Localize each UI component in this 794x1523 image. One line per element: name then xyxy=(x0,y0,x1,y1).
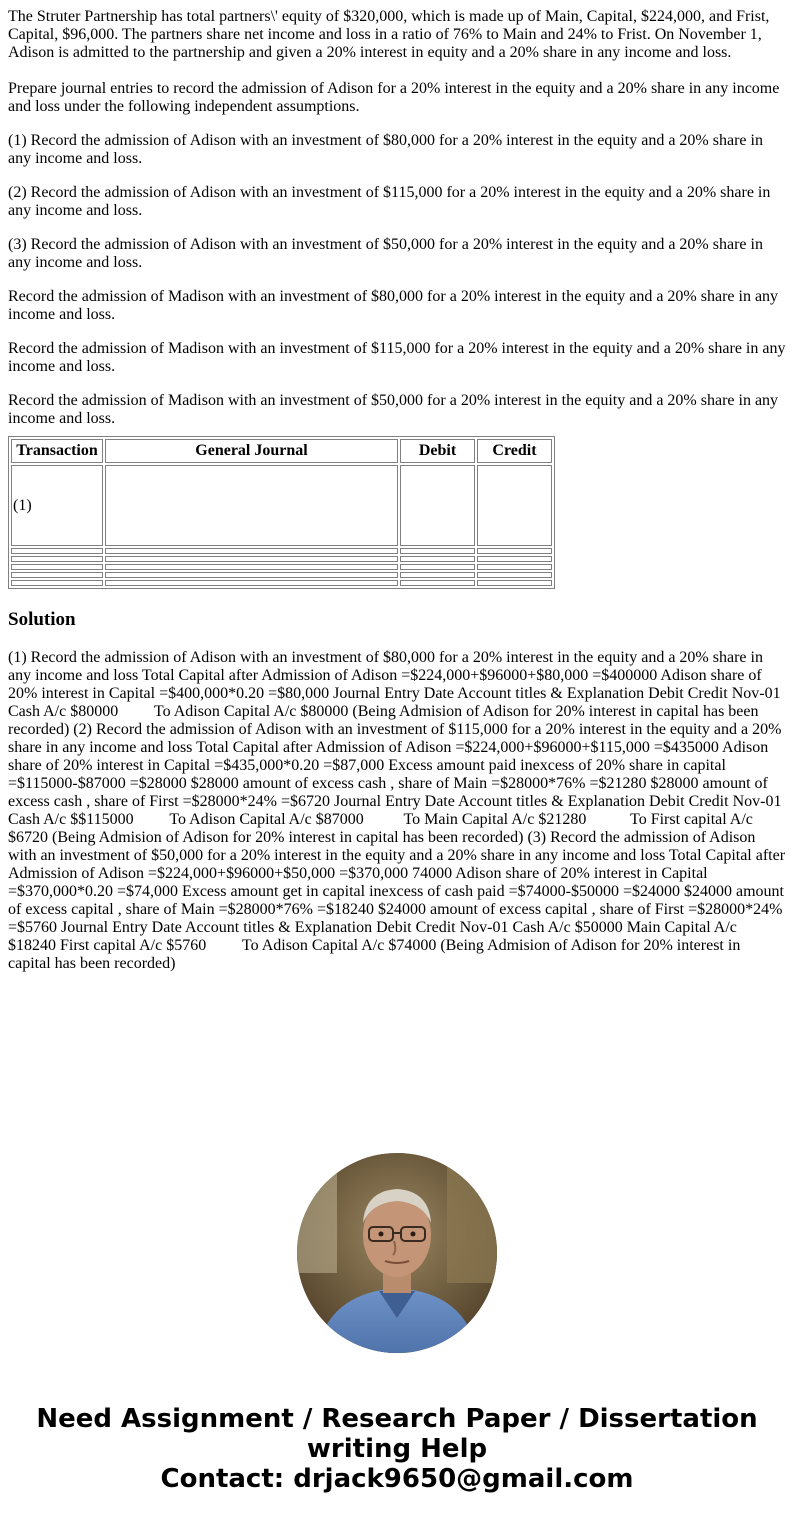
assumption-3: (3) Record the admission of Adison with an investment of $50,000 for a 20% interest in the equity and a 20% share in any income and loss. xyxy=(8,236,763,271)
empty-cell xyxy=(105,564,398,570)
header-transaction: Transaction xyxy=(11,439,103,463)
empty-cell xyxy=(11,548,103,554)
madison-1: Record the admission of Madison with an investment of $80,000 for a 20% interest in the equity and a 20% share in any income and loss. xyxy=(8,288,779,323)
header-credit: Credit xyxy=(477,439,552,463)
empty-cell xyxy=(11,572,103,578)
empty-cell xyxy=(400,580,475,586)
solution-text: (1) Record the admission of Adison with an investment of $80,000 for a 20% interest in the equity and a 20% share in any income and loss Total Capital after Admission of Adison =$224,000+$96000+$80,000 =$400000 Adison share of 20% interest in Capital =$400,000*0.20 =$80,000 Journal Entry Date Account titles & Explanation Debit Credit Nov-01 Cash A/c $80000 To Adison Capital A/c $80000 (Being Admision of Adison for 20% interest in capital has been recorded) (2) Record the admission of Adison with an investment of $115,000 for a 20% interest in the equity and a 20% share in any income and loss Total Capital after Admission of Adison =$224,000+$96000+$115,000 =$435000 Adison share of 20% interest in Capital =$435,000*0.20 =$87,000 Excess amount paid inexcess of 20% share in capital =$115000-$87000 =$28000 $28000 amount of excess cash , share of Main =$28000*76% =$21280 $28000 amount of excess cash , share of First =$28000*24% =$6720 Journal Entry Date Account titles & Explanation Debit Credit Nov-01 Cash A/c $$115000 To Adison Capital A/c $87000 To Main Capital A/c $21280 To First capital A/c $6720 (Being Admision of Adison for 20% interest in capital has been recorded) (3) Record the admission of Adison with an investment of $50,000 for a 20% interest in the equity and a 20% share in any income and loss Total Capital after Admission of Adison =$224,000+$96000+$50,000 =$370,000 74000 Adison share of 20% interest in Capital =$370,000*0.20 =$74,000 Excess amount get in capital inexcess of cash paid =$74000-$50000 =$24000 $24000 amount of excess capital , share of Main =$28000*76% =$18240 $24000 amount of excess capital , share of First =$28000*24% =$5760 Journal Entry Date Account titles & Explanation Debit Credit Nov-01 Cash A/c $50000 Main Capital A/c $18240 First capital A/c $5760 To Adison Capital A/c $74000 (Being Admision of Adison for 20% interest in capital has been recorded) xyxy=(8,649,789,972)
debit-cell xyxy=(400,465,475,546)
footer-line-2: writing Help xyxy=(306,1434,488,1464)
header-general-journal: General Journal xyxy=(105,439,398,463)
empty-cell xyxy=(400,564,475,570)
solution-heading: Solution xyxy=(8,609,76,630)
table-row xyxy=(11,556,552,562)
madison-3: Record the admission of Madison with an investment of $50,000 for a 20% interest in the equity and a 20% share in any income and loss. xyxy=(8,392,779,427)
transaction-cell: (1) xyxy=(11,465,103,546)
question-intro: The Struter Partnership has total partners\' equity of $320,000, which is made up of Main, Capital, $224,000, and Frist, Capital, $96,000. The partners share net income and loss in a ratio of 76% to Main and 24% to Frist. On November 1, Adison is admitted to the partnership and given a 20% interest in equity and a 20% share in any income and loss. xyxy=(8,8,770,61)
person-photo-icon xyxy=(297,1153,497,1353)
journal-table xyxy=(8,436,555,589)
table-row xyxy=(11,572,552,578)
empty-cell xyxy=(477,564,552,570)
empty-cell xyxy=(477,572,552,578)
empty-cell xyxy=(105,572,398,578)
empty-cell xyxy=(11,580,103,586)
footer-line-1: Need Assignment / Research Paper / Dissertation xyxy=(36,1404,758,1434)
journal-header-row xyxy=(11,439,552,463)
footer-banner xyxy=(0,1404,794,1494)
empty-cell xyxy=(400,556,475,562)
author-avatar xyxy=(297,1153,497,1353)
table-row xyxy=(11,465,552,546)
empty-cell xyxy=(477,580,552,586)
credit-cell xyxy=(477,465,552,546)
empty-cell xyxy=(11,564,103,570)
empty-cell xyxy=(400,572,475,578)
empty-cell xyxy=(11,556,103,562)
table-row xyxy=(11,564,552,570)
assumption-1: (1) Record the admission of Adison with an investment of $80,000 for a 20% interest in the equity and a 20% share in any income and loss. xyxy=(8,132,763,167)
empty-cell xyxy=(105,548,398,554)
journal-cell xyxy=(105,465,398,546)
madison-2: Record the admission of Madison with an investment of $115,000 for a 20% interest in the equity and a 20% share in any income and loss. xyxy=(8,340,786,375)
empty-cell xyxy=(477,556,552,562)
empty-cell xyxy=(105,580,398,586)
empty-cell xyxy=(400,548,475,554)
table-row xyxy=(11,548,552,554)
empty-cell xyxy=(105,556,398,562)
empty-cell xyxy=(477,548,552,554)
assumption-2: (2) Record the admission of Adison with an investment of $115,000 for a 20% interest in the equity and a 20% share in any income and loss. xyxy=(8,184,771,219)
table-row xyxy=(11,580,552,586)
footer-contact: Contact: drjack9650@gmail.com xyxy=(160,1464,634,1494)
header-debit: Debit xyxy=(400,439,475,463)
question-prepare: Prepare journal entries to record the admission of Adison for a 20% interest in the equity and a 20% share in any income and loss under the following independent assumptions. xyxy=(8,80,780,115)
